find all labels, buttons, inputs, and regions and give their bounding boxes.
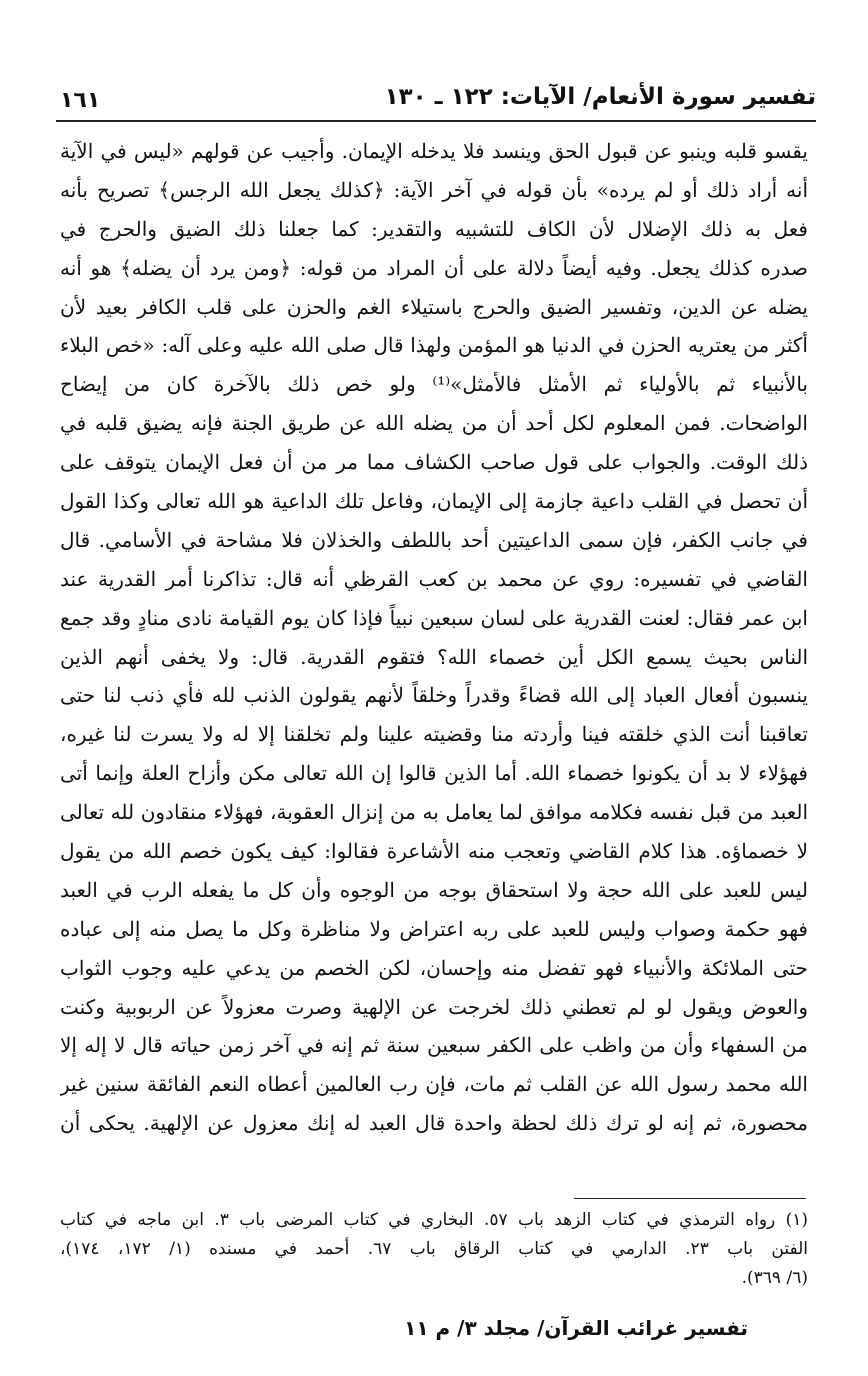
header-title: تفسير سورة الأنعام/ الآيات: ١٢٢ ـ ١٣٠	[384, 84, 816, 110]
text-line: فعل به ذلك الإضلال لأن الكاف للتشبيه والتقدير: كما جعلنا ذلك الضيق والحرج في	[60, 216, 808, 241]
text-line: في جانب الكفر، فإن سمى الداعيتين أحد باللطف والخذلان فلا مشاحة في الأسامي. قال	[60, 527, 808, 552]
text-line: صدره كذلك يجعل. وفيه أيضاً دلالة على أن المراد من قوله: ﴿ومن يرد أن يضله﴾ هو أنه	[60, 255, 808, 280]
text-line: ابن عمر فقال: لعنت القدرية على لسان سبعين نبياً فإذا كان يوم القيامة نادى منادٍ وقد جمع	[60, 605, 808, 630]
footnote-separator	[574, 1198, 806, 1199]
text-line: فهو حكمة وصواب وليس للعبد على ربه اعتراض ولا مناظرة وكل ما يصل منه إلى عباده	[60, 916, 808, 941]
page-footer: تفسير غرائب القرآن/ مجلد ٣/ م ١١	[404, 1316, 748, 1340]
text-line: أكثر من يعتريه الحزن في الدنيا هو المؤمن ولهذا قال صلى الله عليه وعلى آله: «خص البلاء	[60, 333, 808, 358]
text-line: والعوض ويقول لو لم تعطني ذلك لخرجت عن الإلهية وصرت معزولاً عن الربوبية وكنت	[60, 994, 808, 1019]
footnotes	[60, 1206, 808, 1293]
footnote-line: الفتن باب ٢٣. الدارمي في كتاب الرقاق باب ٦٧. أحمد في مسنده (١/ ١٧٢، ١٧٤)،	[60, 1239, 808, 1259]
header-rule	[56, 120, 816, 122]
text-line: فهؤلاء لا بد أن يكونوا خصماء الله. أما الذين قالوا إن الله تعالى مكن وأزاح العلة وإنما أتى	[60, 761, 808, 786]
text-line: ذلك الوقت. والجواب على قول صاحب الكشاف مما مر من أن فعل الإيمان يتوقف على	[60, 450, 808, 475]
text-line: القاضي في تفسيره: روي عن محمد بن كعب القرظي أنه قال: تذاكرنا أمر القدرية عند	[60, 566, 808, 591]
text-line: يقسو قلبه وينبو عن قبول الحق وينسد فلا يدخله الإيمان. وأجيب عن قولهم «ليس في الآية	[60, 139, 808, 163]
text-line: بالأنبياء ثم بالأولياء ثم الأمثل فالأمثل»⁽¹⁾ ولو خص ذلك بالآخرة كان من إيضاح	[60, 372, 808, 397]
footnote-line: (١) رواه الترمذي في كتاب الزهد باب ٥٧. البخاري في كتاب المرضى باب ٣. ابن ماجه في كتاب	[60, 1210, 808, 1230]
text-line: يضله عن الدين، وتفسير الضيق والحرج باستيلاء الغم والحزن على قلب الكافر بعيد لأن	[60, 294, 808, 319]
text-line: أن تحصل في القلب داعية جازمة إلى الإيمان، وفاعل تلك الداعية هو الله تعالى وكذا القول	[60, 489, 808, 514]
running-header	[56, 78, 816, 122]
text-line: الواضحات. فمن المعلوم لكل أحد أن من يضله الله عن طريق الجنة فإنه يضيق قلبه في	[60, 411, 808, 436]
main-text	[60, 132, 808, 1143]
footnote-line: (٦/ ٣٦٩).	[741, 1268, 808, 1288]
text-line: الناس بحيث يسمع الكل أين خصماء الله؟ فتقوم القدرية. قال: ولا يخفى أنهم الذين	[60, 644, 808, 669]
text-line: لا خصماؤه. هذا كلام القاضي وتعجب منه الأشاعرة فقالوا: كيف يكون خصم الله من يقول	[60, 839, 808, 864]
page-number: ١٦١	[60, 88, 101, 113]
text-line: ليس للعبد على الله حجة ولا استحقاق بوجه من الوجوه وأن كل ما يفعله الرب في العبد	[60, 877, 808, 902]
text-line: حتى الملائكة والأنبياء فهو تفضل منه وإحسان، لكن الخصم من يدعي عليه وجوب الثواب	[60, 955, 808, 980]
text-line: العبد من قبل نفسه فكلامه موافق لما يعامل به من إنزال العقوبة، فهؤلاء منقادون لله تعالى	[60, 800, 808, 825]
text-line: أنه أراد ذلك أو لم يرده» بأن قوله في آخر الآية: ﴿كذلك يجعل الله الرجس﴾ تصريح بأنه	[60, 177, 808, 202]
text-line: ينسبون أفعال العباد إلى الله قضاءً وقدراً وخلقاً لأنهم يقولون الذنب لله فأي ذنب لنا حتى	[60, 683, 808, 708]
text-line: من السفهاء وأن من واظب على الكفر سبعين سنة ثم إنه في آخر زمن حياته قال لا إله إلا	[60, 1033, 808, 1058]
text-line: محصورة، ثم إنه لو ترك ذلك لحظة واحدة قال العبد له إنك معزول عن الإلهية. يحكى أن	[60, 1111, 808, 1136]
text-line: الله محمد رسول الله عن القلب ثم مات، فإن رب العالمين أعطاه النعم الفائقة سنين غير	[60, 1072, 808, 1097]
text-line: تعاقبنا أنت الذي خلقته فينا وأردته منا وقضيته علينا ولم تخلقنا إلا له ولا يسرت لنا غيره،	[60, 722, 808, 747]
